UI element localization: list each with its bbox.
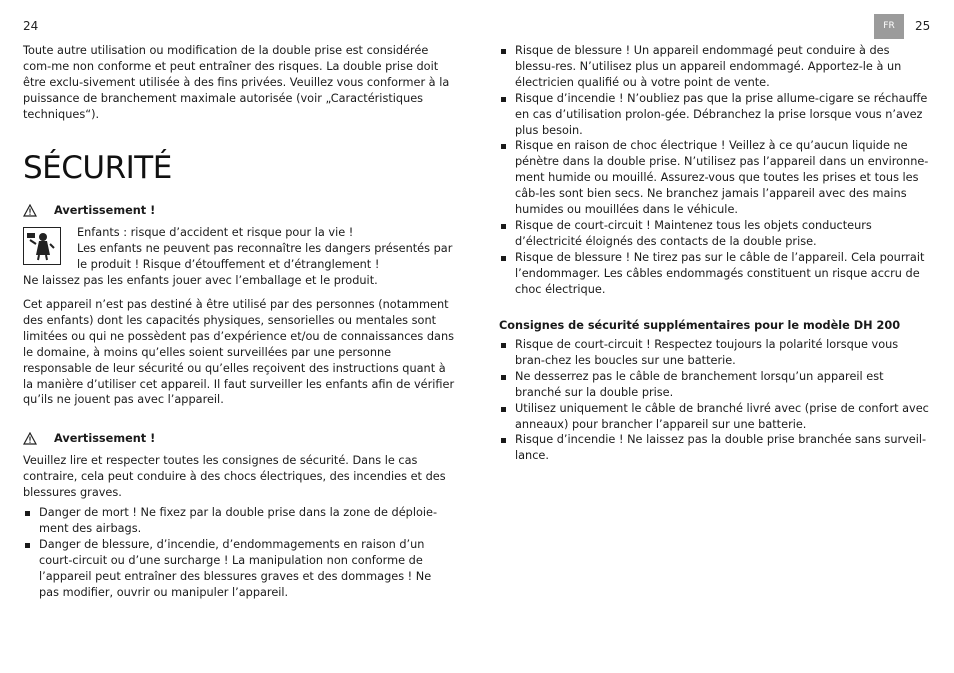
intro-paragraph: Toute autre utilisation ou modification de la double prise est considérée com-me non conforme et peut entraîner des risques. La double prise doit être exclu-sivement utilisée à des fins privées. Veuillez vous conformer à la puissance de branchement maximale autorisée (voir „Caractéristiques techniques“). <box>23 44 450 121</box>
warning-heading-text: Avertissement ! <box>54 204 156 217</box>
list-item: Risque d’incendie ! Ne laissez pas la double prise branchée sans surveil-lance. <box>499 432 931 464</box>
list-item: Risque de court-circuit ! Respectez toujours la polarité lorsque vous bran-chez les boucles sur une batterie. <box>499 337 931 369</box>
warning-triangle-icon <box>23 432 37 445</box>
right-bullet-list <box>499 43 931 298</box>
child-warning-lines <box>77 225 457 273</box>
page-number-right: 25 <box>915 19 931 33</box>
child-warning-line: Les enfants ne peuvent pas reconnaître les dangers présentés par <box>77 241 453 255</box>
list-item: Ne desserrez pas le câble de branchement lorsqu’un appareil est branché sur la double prise. <box>499 369 931 401</box>
warning-heading-1 <box>23 203 155 219</box>
section-heading: Consignes de sécurité supplémentaires pour le modèle DH 200 <box>499 319 901 332</box>
safety-instructions-paragraph: Veuillez lire et respecter toutes les consignes de sécurité. Dans le cas contraire, cela peut conduire à des chocs électriques, des incendies et des blessures graves. <box>23 454 446 499</box>
list-item: Risque de court-circuit ! Maintenez tous les objets conducteurs d’électricité éloignés des contacts de la double prise. <box>499 218 931 250</box>
list-item: Danger de mort ! Ne fixez par la double prise dans la zone de déploie-ment des airbags. <box>23 505 439 537</box>
child-warning-line: le produit ! Risque d’étouffement et d’étranglement ! <box>77 257 380 271</box>
list-item: Risque d’incendie ! N’oubliez pas que la prise allume-cigare se réchauffe en cas d’utilisation prolon-gée. Débranchez la prise lorsque vous n’avez plus besoin. <box>499 91 931 139</box>
child-choking-icon <box>23 227 61 265</box>
list-item: Risque de blessure ! Un appareil endommagé peut conduire à des blessu-res. N’utilisez plus un appareil endommagé. Apportez-le à un électricien qualifié ou à votre point de vente. <box>499 43 931 91</box>
warning-triangle-icon <box>23 204 37 217</box>
page-title: SÉCURITÉ <box>23 150 172 186</box>
warning-heading-2 <box>23 431 155 447</box>
warning-heading-text: Avertissement ! <box>54 432 156 445</box>
persons-paragraph: Cet appareil n’est pas destiné à être utilisé par des personnes (notamment des enfants) dont les capacités physiques, sensorielles ou mentales sont limitées ou qui ne possèdent pas d’expérience et/ou de connaissances dans le domaine, à moins qu’elles soient surveillées par une personne responsable de leur sécurité ou qu’elles reçoivent des instructions quant à la manière d’utiliser cet appareil. Il faut surveiller les enfants afin de vérifier qu’ils ne jouent pas avec l’appareil. <box>23 298 455 407</box>
section-bullet-list <box>499 337 931 464</box>
language-badge: FR <box>874 14 904 39</box>
list-item: Risque en raison de choc électrique ! Veillez à ce qu’aucun liquide ne pénètre dans la double prise. N’utilisez pas l’appareil dans un environne-ment humide ou mouillé. Assurez-vous que toutes les prises et tous les câb-les sont bien secs. Ne branchez jamais l’appareil avec des mains humides ou mouillées dans le véhicule. <box>499 138 931 218</box>
child-warning-line: Enfants : risque d’accident et risque pour la vie ! <box>77 226 354 239</box>
child-warning-full-line: Ne laissez pas les enfants jouer avec l’emballage et le produit. <box>23 274 378 287</box>
left-bullet-list <box>23 505 439 600</box>
list-item: Utilisez uniquement le câble de branché livré avec (prise de confort avec anneaux) pour brancher l’appareil sur une batterie. <box>499 401 931 433</box>
list-item: Danger de blessure, d’incendie, d’endommagements en raison d’un court-circuit ou d’une surcharge ! La manipulation non conforme de l’appareil peut entraîner des blessures graves et des dommages ! Ne pas modifier, ouvrir ou manipuler l’appareil. <box>23 537 439 601</box>
list-item: Risque de blessure ! Ne tirez pas sur le câble de l’appareil. Cela pourrait l’endommager. Les câbles endommagés constituent un risque accru de choc électrique. <box>499 250 931 298</box>
page-number-left: 24 <box>23 19 39 33</box>
